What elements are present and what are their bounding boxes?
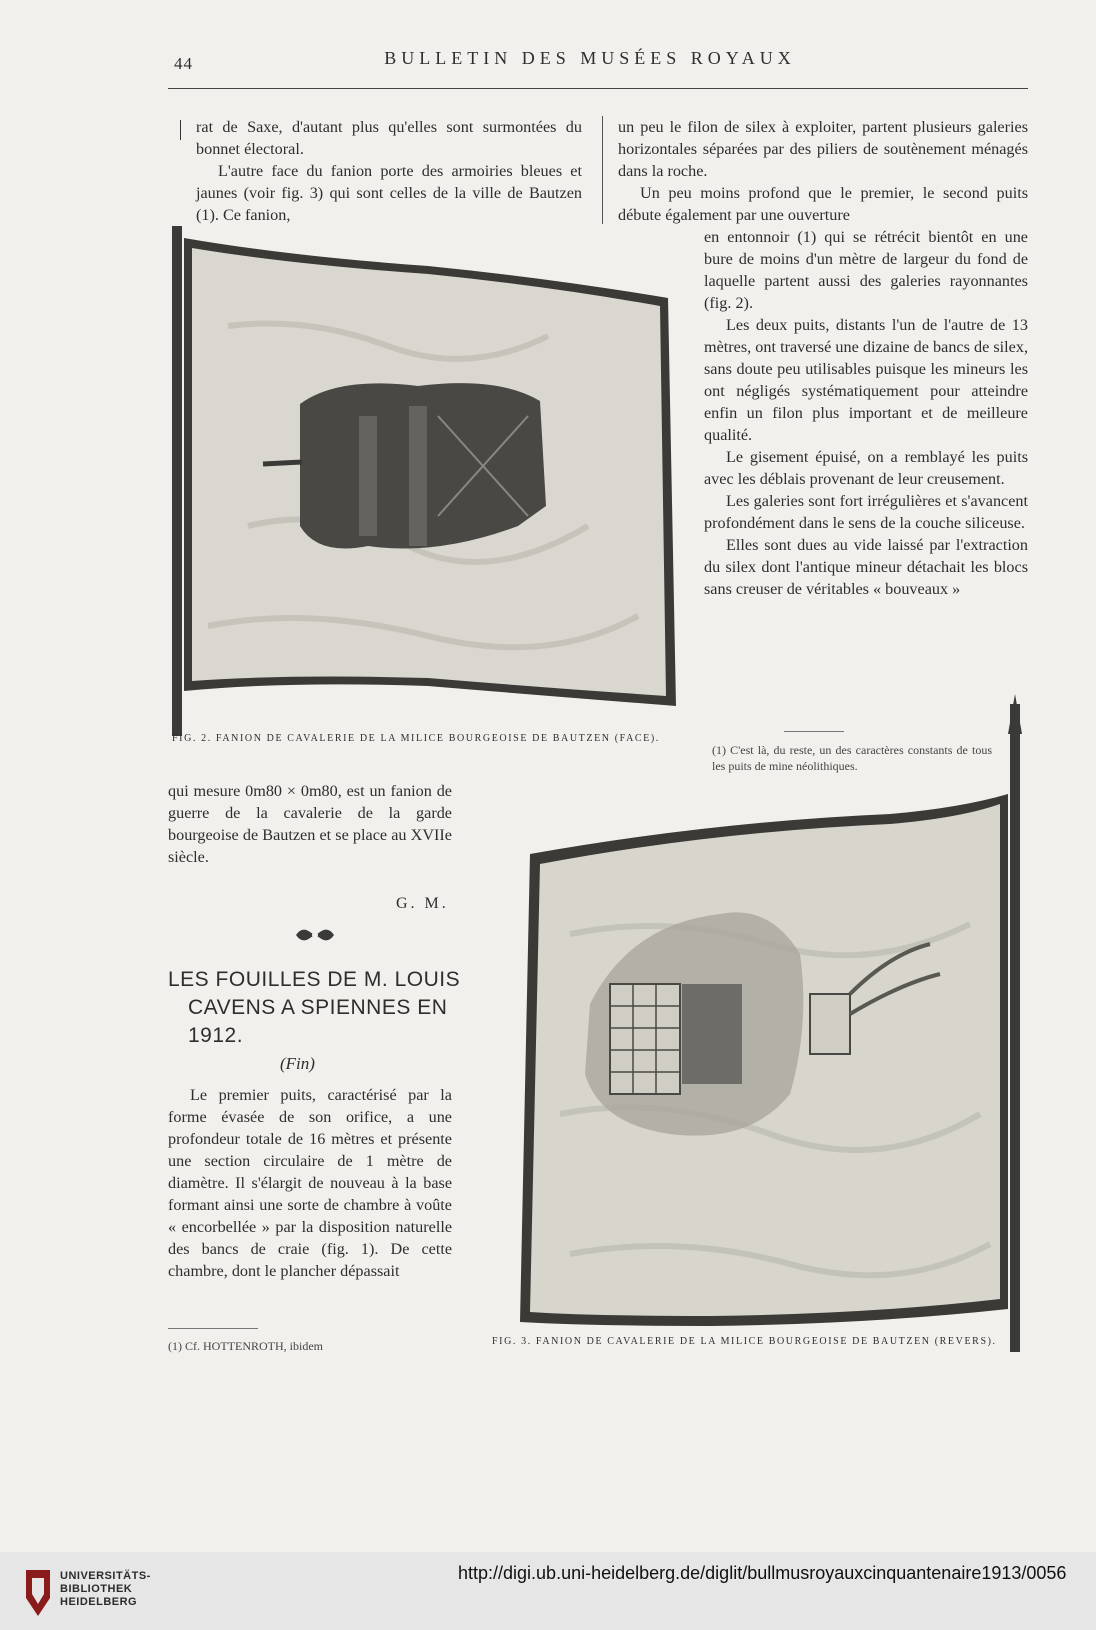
footnote-left: (1) Cf. HOTTENROTH, ibidem: [168, 1339, 323, 1353]
paragraph: L'autre face du fanion porte des armoiries bleues et jaunes (voir fig. 3) qui sont celles de la ville de Bautzen (1). Ce fanion,: [196, 162, 582, 224]
figure-3-caption: FIG. 3. FANION DE CAVALERIE DE LA MILICE BOURGEOISE DE BAUTZEN (REVERS).: [492, 1336, 997, 1347]
footnote-right: (1) C'est là, du reste, un des caractères constants de tous les puits de mine néolithiques.: [712, 743, 992, 773]
library-name: UNIVERSITÄTS- BIBLIOTHEK HEIDELBERG: [60, 1570, 151, 1608]
article-title: [168, 966, 468, 1050]
title-line: 1912.: [188, 1024, 244, 1047]
running-header: [160, 48, 1020, 78]
journal-title: BULLETIN DES MUSÉES ROYAUX: [384, 48, 796, 68]
title-line: LES FOUILLES DE M. LOUIS: [168, 968, 461, 991]
header-rule: [168, 88, 1028, 89]
figure-3-flag-reverse: [510, 694, 1030, 1356]
title-line: CAVENS A SPIENNES EN: [188, 996, 448, 1019]
paragraph: Le premier puits, caractérisé par la forme évasée de son orifice, a une profondeur totale de 16 mètres et présente une section circulaire de 1 mètre de diamètre. Il s'élargit de nouveau à la base formant ainsi une sorte de chambre à voûte « encorbellée » par la disposition naturelle des bancs de craie (fig. 1). De cette chambre, dont le plancher dépassait: [168, 1086, 452, 1280]
library-logo-icon: [24, 1568, 52, 1618]
paragraph: Le gisement épuisé, on a remblayé les puits avec les déblais provenant de leur creusement.: [704, 448, 1028, 488]
page-number: 44: [174, 54, 193, 73]
flag-pole: [172, 226, 182, 736]
paragraph: Les deux puits, distants l'un de l'autre de 13 mètres, ont traversé une dizaine de bancs de silex, sans doute peu utilisables puisque les mineurs les ont négligés systématiquement pour atteindre enfin un filon plus important et de meilleure qualité.: [704, 316, 1028, 444]
paragraph: Les galeries sont fort irrégulières et s'avancent profondément dans le sens de la couche siliceuse.: [704, 492, 1028, 532]
right-column-narrow: [704, 226, 1028, 600]
paragraph: qui mesure 0m80 × 0m80, est un fanion de guerre de la cavalerie de la garde bourgeoise de Bautzen et se place au XVIIe siècle.: [168, 782, 452, 866]
paragraph: Un peu moins profond que le premier, le second puits débute également par une ouverture: [618, 184, 1028, 224]
paragraph: rat de Saxe, d'autant plus qu'elles sont surmontées du bonnet électoral.: [196, 118, 582, 158]
ornament-icon: [292, 924, 338, 946]
flag-pole: [1010, 704, 1020, 1352]
left-column-middle: [168, 780, 452, 868]
right-column-top: [618, 116, 1028, 226]
figure-2-caption: FIG. 2. FANION DE CAVALERIE DE LA MILICE BOURGEOISE DE BAUTZEN (FACE).: [172, 733, 660, 744]
column-divider: [602, 116, 603, 224]
paragraph: un peu le filon de silex à exploiter, partent plusieurs galeries horizontales séparées par des piliers de soutènement ménagés dans la roche.: [618, 118, 1028, 180]
article-subtitle: (Fin): [280, 1054, 315, 1073]
author-signature: G. M.: [396, 895, 449, 912]
footnote-rule: [168, 1328, 258, 1329]
left-column-top: [196, 116, 582, 226]
source-url[interactable]: http://digi.ub.uni-heidelberg.de/diglit/bullmusroyauxcinquantenaire1913/0056: [458, 1563, 1067, 1583]
margin-mark: [180, 120, 181, 140]
paragraph: Elles sont dues au vide laissé par l'extraction du silex dont l'antique mineur détachait les blocs sans creuser de véritables « bouveaux »: [704, 536, 1028, 598]
paragraph: en entonnoir (1) qui se rétrécit bientôt en une bure de moins d'un mètre de largeur du fond de laquelle partent aussi des galeries rayonnantes (fig. 2).: [704, 228, 1028, 312]
figure-2-flag-front: [168, 226, 690, 742]
article-body: [168, 1084, 452, 1282]
